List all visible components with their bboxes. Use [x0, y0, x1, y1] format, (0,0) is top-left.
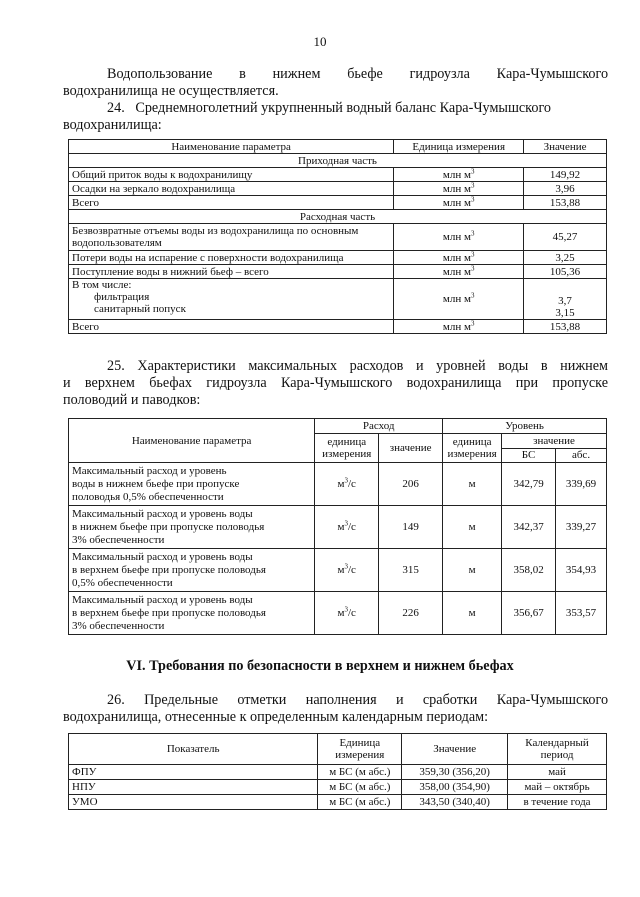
paragraph-line: половодий и паводков: [63, 392, 201, 408]
param-name: Максимальный расход и уровень воды в нижнем бьефе при пропуске половодья 3% обеспеченности [69, 506, 315, 549]
table-row [69, 168, 607, 182]
value-cell: 358,02 [502, 549, 556, 592]
value-cell: 105,36 [524, 265, 607, 279]
param-name: Максимальный расход и уровень воды в верхнем бьефе при пропуске половодья 0,5% обеспеченности [69, 549, 315, 592]
value-cell: 339,69 [556, 463, 607, 506]
period-cell: май [508, 765, 607, 780]
word: в [239, 66, 246, 82]
table-row [69, 196, 607, 210]
table-row [69, 265, 607, 279]
column-header: Расход [315, 419, 443, 434]
unit-cell: м [443, 549, 502, 592]
paragraph-line [63, 66, 608, 83]
column-header: БС [502, 448, 556, 463]
paragraph-line: водохранилища, отнесенные к определенным календарным периодам: [63, 709, 489, 725]
word: гидроузла [409, 66, 470, 82]
column-header: Показатель [69, 734, 318, 765]
max-flow-level-table [68, 418, 607, 635]
param-name: Всего [69, 320, 394, 334]
table-header-row [69, 734, 607, 765]
value-cell: 358,00 (354,90) [402, 780, 508, 795]
param-name: Осадки на зеркало водохранилища [69, 182, 394, 196]
paragraph-line: 24. Среднемноголетний укрупненный водный баланс Кара-Чумышского [107, 100, 552, 116]
period-cell: май – октябрь [508, 780, 607, 795]
paragraph-25 [63, 358, 608, 409]
unit-cell: м БС (м абс.) [318, 765, 402, 780]
unit-cell: млн $м^3$ [394, 265, 524, 279]
table-header-row [69, 419, 607, 434]
paragraph-24 [63, 100, 608, 134]
column-header: Единица измерения [318, 734, 402, 765]
column-header: Единица измерения [394, 140, 524, 154]
column-header: значение [502, 434, 607, 449]
value-cell: 342,79 [502, 463, 556, 506]
value-cell: 45,27 [524, 224, 607, 251]
word: Кара-Чумышского [496, 66, 609, 82]
level-marks-table [68, 733, 607, 810]
column-header: Уровень [443, 419, 607, 434]
table-row [69, 506, 607, 549]
column-header: абс. [556, 448, 607, 463]
paragraph-line: водохранилища: [63, 117, 162, 133]
unit-cell: $м^3/с$ [315, 463, 379, 506]
including-value: 3,7 [558, 295, 572, 307]
value-cell: 342,37 [502, 506, 556, 549]
word: Водопользование [107, 66, 213, 82]
unit-cell: м [443, 463, 502, 506]
param-name: Максимальный расход и уровень воды в верхнем бьефе при пропуске половодья 3% обеспеченности [69, 592, 315, 635]
value-cell: 359,30 (356,20) [402, 765, 508, 780]
paragraph-water-use [63, 66, 608, 100]
column-header: Календарный период [508, 734, 607, 765]
including-label: В том числе: [72, 279, 132, 291]
param-name: Потери воды на испарение с поверхности водохранилища [69, 251, 394, 265]
unit-cell: м БС (м абс.) [318, 795, 402, 810]
unit-cell: млн $м^3$ [394, 251, 524, 265]
unit-cell: млн $м^3$ [394, 168, 524, 182]
including-item: санитарный попуск [94, 303, 186, 315]
section-row [69, 210, 607, 224]
unit-cell: м [443, 592, 502, 635]
word: нижнем [272, 66, 321, 82]
unit-cell: м БС (м абс.) [318, 780, 402, 795]
table-row [69, 224, 607, 251]
unit-cell: м [443, 506, 502, 549]
table-row [69, 279, 607, 320]
table-row [69, 463, 607, 506]
paragraph-line: водохранилища не осуществляется. [63, 83, 279, 99]
param-name-including [69, 279, 394, 320]
table-row [69, 251, 607, 265]
value-cell: 354,93 [556, 549, 607, 592]
table-row [69, 765, 607, 780]
section-label: Расходная часть [69, 210, 607, 224]
table-row [69, 780, 607, 795]
page-number: 10 [313, 34, 327, 49]
water-balance-table [68, 139, 607, 334]
value-cell: 3,96 [524, 182, 607, 196]
value-cell: 353,57 [556, 592, 607, 635]
section-label: Приходная часть [69, 154, 607, 168]
unit-cell: $м^3/с$ [315, 549, 379, 592]
column-header: Наименование параметра [69, 419, 315, 463]
unit-cell: $м^3/с$ [315, 506, 379, 549]
value-cell: 315 [379, 549, 443, 592]
period-cell: в течение года [508, 795, 607, 810]
value-cell: 339,27 [556, 506, 607, 549]
param-name: УМО [69, 795, 318, 810]
value-cell [524, 279, 607, 320]
value-cell: 149 [379, 506, 443, 549]
value-cell: 356,67 [502, 592, 556, 635]
section-row [69, 154, 607, 168]
paragraph-line: и верхнем бьефах гидроузла Кара-Чумышского водохранилища при пропуске [63, 375, 608, 391]
paragraph-line: 26. Предельные отметки наполнения и сработки Кара-Чумышского [107, 692, 609, 708]
unit-cell: млн $м^3$ [394, 182, 524, 196]
param-name: НПУ [69, 780, 318, 795]
column-header: единица измерения [315, 434, 379, 463]
table-row [69, 795, 607, 810]
paragraph-26 [63, 692, 608, 726]
section-heading: VI. Требования по безопасности в верхнем и нижнем бьефах [126, 658, 514, 674]
column-header: Значение [402, 734, 508, 765]
value-cell: 149,92 [524, 168, 607, 182]
table-row [69, 592, 607, 635]
value-cell: 343,50 (340,40) [402, 795, 508, 810]
column-header: Значение [524, 140, 607, 154]
param-name: Всего [69, 196, 394, 210]
param-name: Максимальный расход и уровень воды в нижнем бьефе при пропуске половодья 0,5% обеспеченности [69, 463, 315, 506]
unit-cell: млн $м^3$ [394, 224, 524, 251]
param-name: Общий приток воды к водохранилищу [69, 168, 394, 182]
table-row [69, 320, 607, 334]
paragraph-line: 25. Характеристики максимальных расходов и уровней воды в нижнем [107, 358, 608, 374]
table-row [69, 182, 607, 196]
param-name: Поступление воды в нижний бьеф – всего [69, 265, 394, 279]
including-value: 3,15 [555, 307, 575, 319]
unit-cell: млн $м^3$ [394, 320, 524, 334]
column-header: единица измерения [443, 434, 502, 463]
value-cell: 226 [379, 592, 443, 635]
word: бьефе [347, 66, 383, 82]
value-cell: 3,25 [524, 251, 607, 265]
column-header: значение [379, 434, 443, 463]
unit-cell: млн $м^3$ [394, 196, 524, 210]
unit-cell: $м^3/с$ [315, 592, 379, 635]
value-cell: 153,88 [524, 320, 607, 334]
value-cell: 153,88 [524, 196, 607, 210]
value-cell: 206 [379, 463, 443, 506]
unit-cell: млн $м^3$ [394, 279, 524, 320]
column-header: Наименование параметра [69, 140, 394, 154]
table-row [69, 549, 607, 592]
param-name: Безвозвратные отъемы воды из водохранилища по основным водопользователям [69, 224, 394, 251]
param-name: ФПУ [69, 765, 318, 780]
table-header-row [69, 140, 607, 154]
including-item: фильтрация [94, 291, 150, 303]
